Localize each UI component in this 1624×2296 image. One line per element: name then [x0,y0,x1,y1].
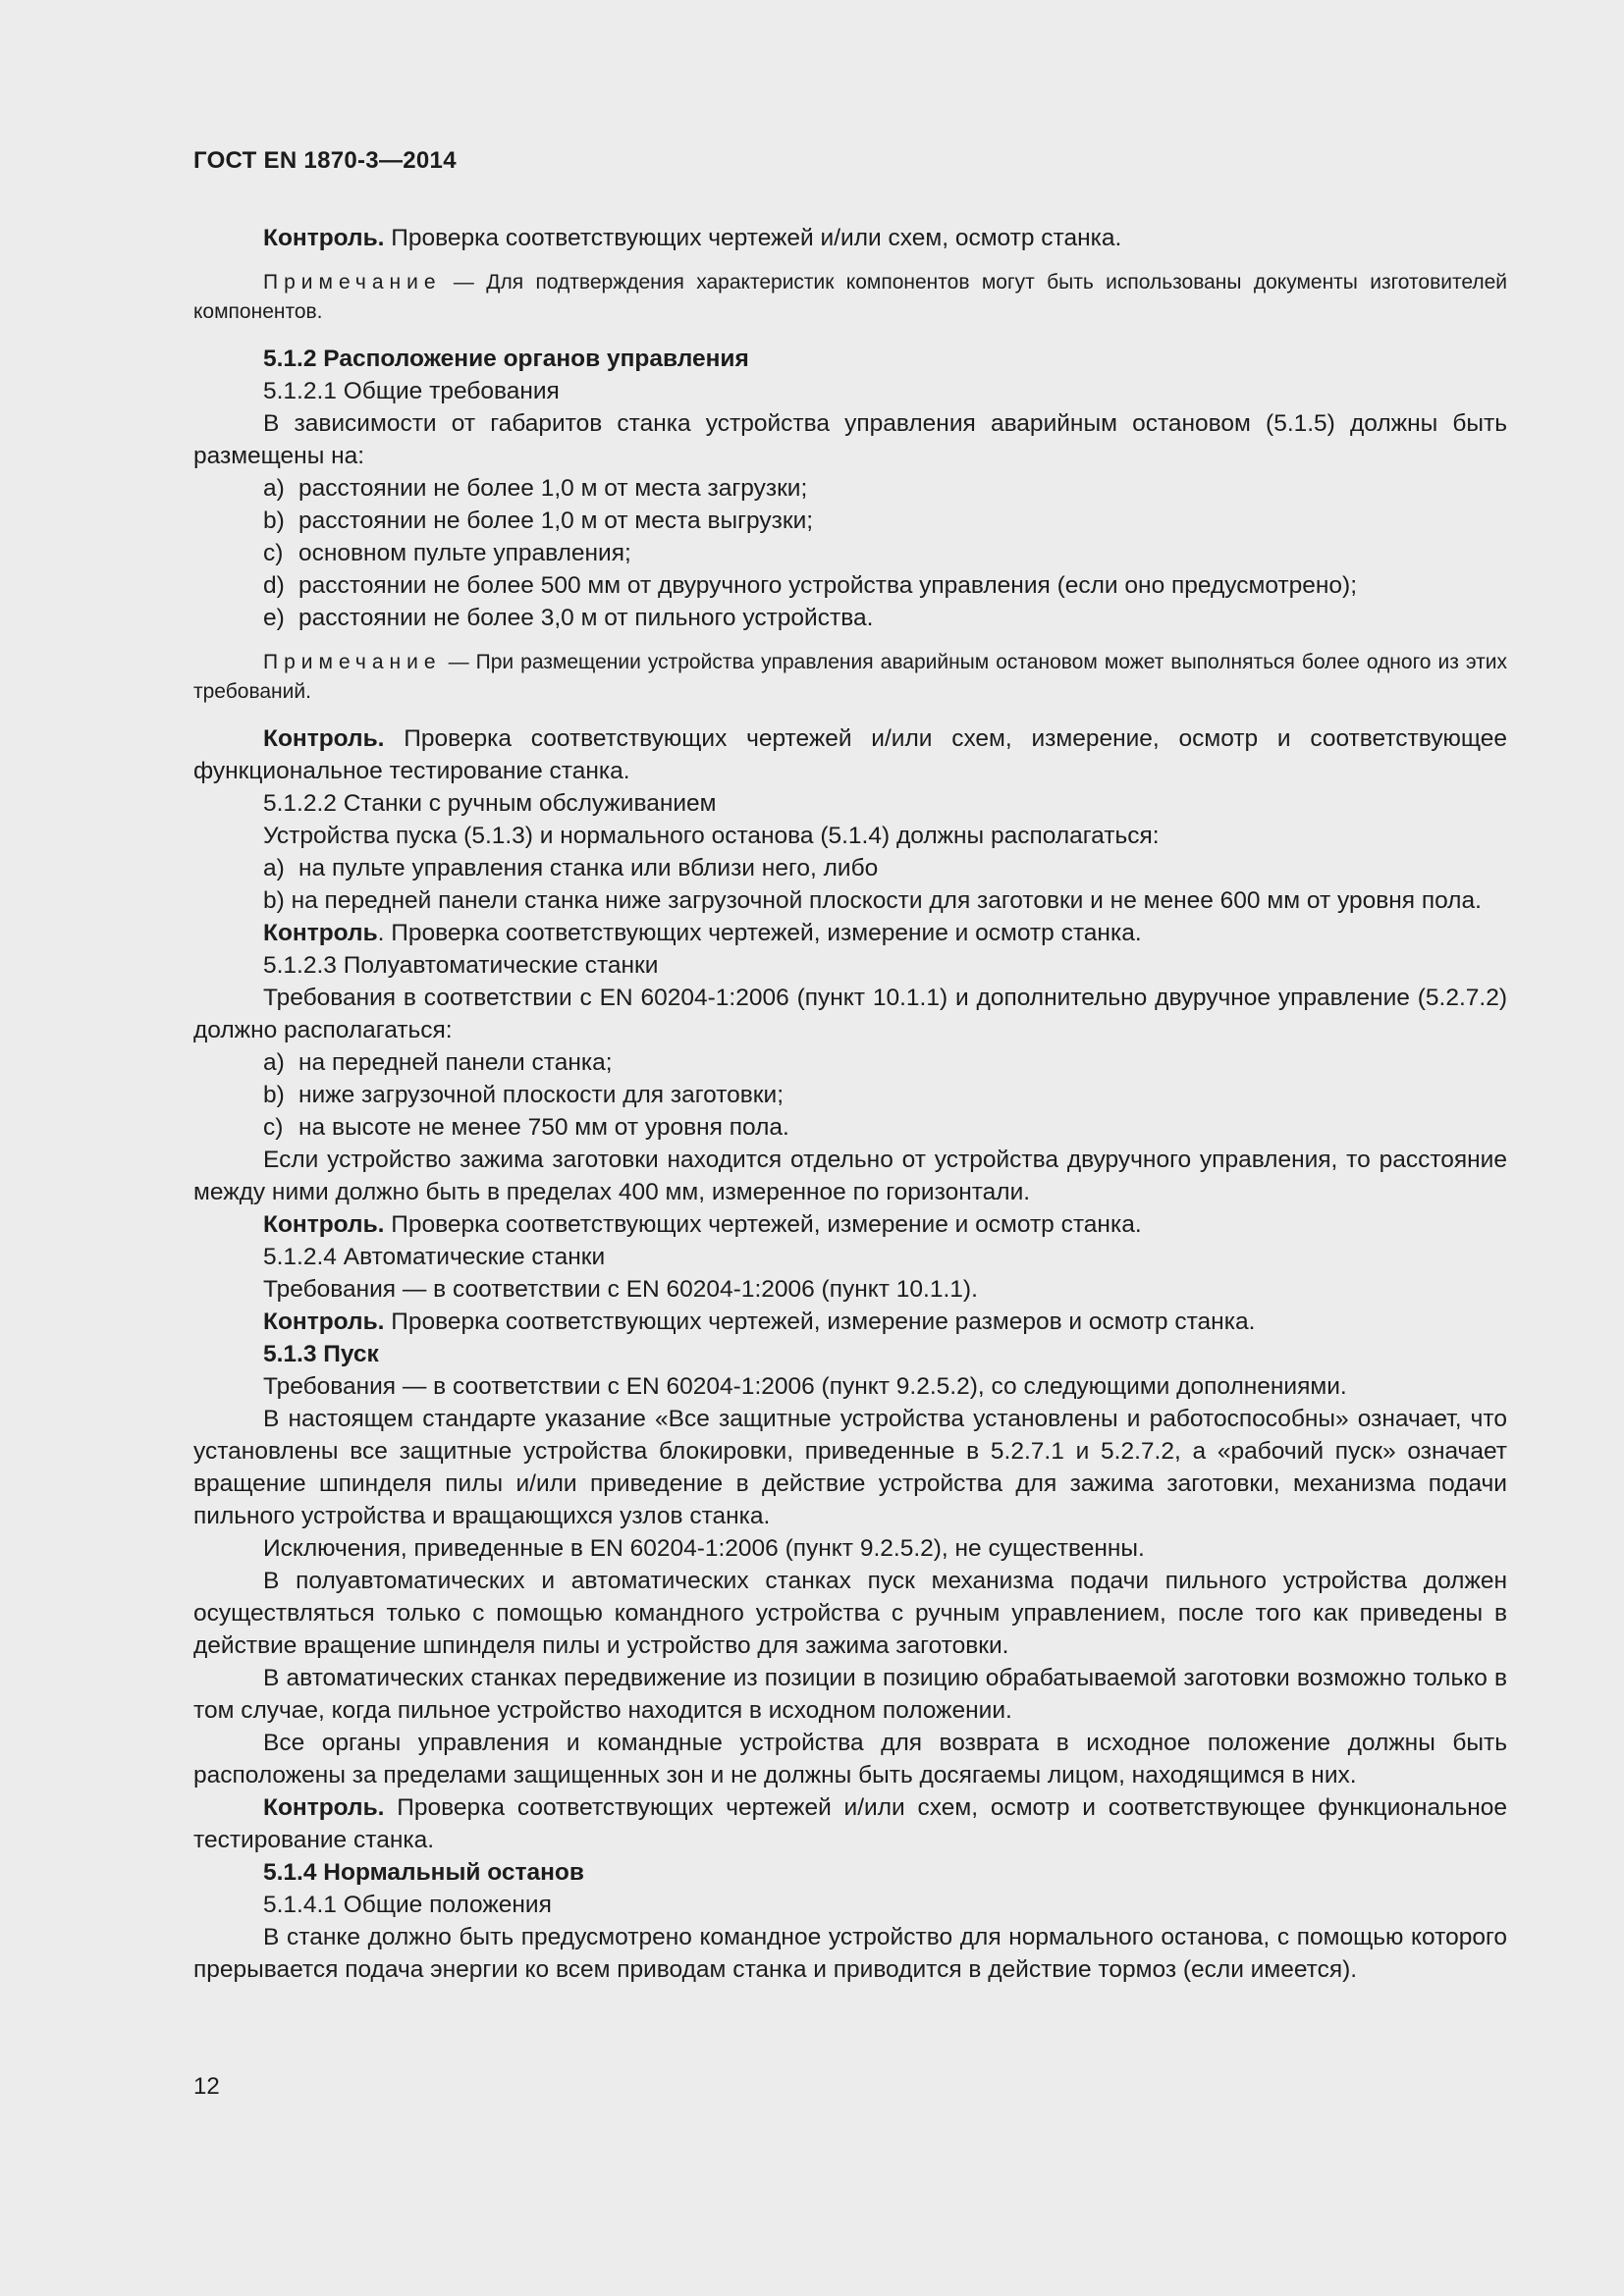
control-paragraph [193,222,1507,254]
list-item-text: расстоянии не более 1,0 м от места загрузки; [298,475,808,502]
paragraph: В зависимости от габаритов станка устройства управления аварийным остановом (5.1.5) должны быть размещены на: [193,410,1507,469]
paragraph: 5.1.2.1 Общие требования [263,378,560,404]
control-text: Проверка соответствующих чертежей и/или схем, измерение, осмотр и соответствующее функциональное тестирование станка. [193,725,1507,784]
control-text: Проверка соответствующих чертежей и/или схем, осмотр и соответствующее функциональное тестирование станка. [193,1794,1507,1853]
list-item-text: на передней панели станка ниже загрузочной плоскости для заготовки и не менее 600 мм от уровня пола. [291,887,1482,914]
section-heading: 5.1.2 Расположение органов управления [263,346,749,372]
document-body [193,222,1507,1986]
note-label: Примечание [263,271,442,294]
list-item-text: расстоянии не более 1,0 м от места выгрузки; [298,507,814,534]
section-heading: 5.1.4 Нормальный останов [263,1859,584,1886]
list-marker: d) [263,572,285,599]
paragraph: В полуавтоматических и автоматических станках пуск механизма подачи пильного устройства должен осуществляться только с помощью командного устройства с ручным управлением, после того как приведены в действие вращение шпинделя пилы и устройство для зажима заготовки. [193,1568,1507,1659]
list-item-text: на пульте управления станка или вблизи него, либо [298,855,879,881]
note-paragraph [193,268,1507,327]
paragraph: Все органы управления и командные устройства для возврата в исходное положение должны быть расположены за пределами защищенных зон и не должны быть досягаемы лицом, находящимся в них. [193,1730,1507,1789]
paragraph: Требования — в соответствии с EN 60204-1:2006 (пункт 10.1.1). [263,1276,978,1303]
list-item [193,472,1507,505]
control-label: Контроль. [263,225,385,251]
list-item [193,569,1507,602]
list-marker: a) [263,475,285,502]
paragraph: 5.1.4.1 Общие положения [263,1892,552,1918]
list-marker: b) [263,1082,285,1108]
list-marker: a) [263,855,285,881]
control-paragraph [193,1208,1507,1241]
list-item-text: на передней панели станка; [298,1049,613,1076]
list-item [193,852,1507,884]
list-item [193,505,1507,537]
list-item-text: расстоянии не более 500 мм от двуручного устройства управления (если оно предусмотрено); [298,572,1358,599]
list-marker: a) [263,1049,285,1076]
paragraph: В автоматических станках передвижение из позиции в позицию обрабатываемой заготовки возможно только в том случае, когда пильное устройство находится в исходном положении. [193,1665,1507,1724]
paragraph: Устройства пуска (5.1.3) и нормального останова (5.1.4) должны располагаться: [263,823,1160,849]
list-item [193,537,1507,569]
paragraph: Исключения, приведенные в EN 60204-1:2006 (пункт 9.2.5.2), не существенны. [263,1535,1145,1562]
note-text: — При размещении устройства управления аварийным остановом может выполняться более одного из этих требований. [193,651,1507,703]
control-text: . Проверка соответствующих чертежей, измерение и осмотр станка. [377,920,1142,946]
paragraph: В станке должно быть предусмотрено командное устройство для нормального останова, с помощью которого прерывается подача энергии ко всем приводам станка и приводится в действие тормоз (если имеется). [193,1924,1507,1983]
list-marker: b) [263,507,285,534]
list-item-text: на высоте не менее 750 мм от уровня пола. [298,1114,789,1141]
control-paragraph [193,1791,1507,1856]
control-paragraph [193,722,1507,787]
paragraph: 5.1.2.3 Полуавтоматические станки [263,952,659,979]
list-marker: c) [263,540,284,566]
control-label: Контроль. [263,725,385,752]
note-text: — Для подтверждения характеристик компонентов могут быть использованы документы изготовителей компонентов. [193,271,1507,323]
control-label: Контроль. [263,1794,385,1821]
paragraph: В настоящем стандарте указание «Все защитные устройства установлены и работоспособны» означает, что установлены все защитные устройства блокировки, приведенные в 5.2.7.1 и 5.2.7.2, а «рабочий пуск» означает вращение шпинделя пилы и/или приведение в действие устройства для зажима заготовки, механизма подачи пильного устройства и вращающихся узлов станка. [193,1406,1507,1529]
list-item [193,1079,1507,1111]
list-item-text: расстоянии не более 3,0 м от пильного устройства. [298,605,874,631]
list-item [193,602,1507,634]
paragraph: Требования в соответствии с EN 60204-1:2006 (пункт 10.1.1) и дополнительно двуручное управление (5.2.7.2) должно располагаться: [193,985,1507,1043]
list-marker: c) [263,1114,284,1141]
list-marker: e) [263,605,285,631]
note-paragraph [193,648,1507,707]
control-text: Проверка соответствующих чертежей, измерение и осмотр станка. [384,1211,1142,1238]
control-label: Контроль. [263,1211,385,1238]
control-label: Контроль [263,920,378,946]
document-header: ГОСТ EN 1870-3—2014 [193,147,457,174]
section-heading: 5.1.3 Пуск [263,1341,379,1367]
control-text: Проверка соответствующих чертежей, измерение размеров и осмотр станка. [384,1308,1256,1335]
list-item-text: основном пульте управления; [298,540,631,566]
list-item [193,884,1507,917]
control-text: Проверка соответствующих чертежей и/или схем, осмотр станка. [384,225,1122,251]
list-item-text: ниже загрузочной плоскости для заготовки; [298,1082,784,1108]
list-marker: b) [263,887,292,914]
control-paragraph [193,1306,1507,1338]
control-paragraph [193,917,1507,949]
page-number: 12 [193,2073,220,2100]
control-label: Контроль. [263,1308,385,1335]
paragraph: Если устройство зажима заготовки находится отдельно от устройства двуручного управления, то расстояние между ними должно быть в пределах 400 мм, измеренное по горизонтали. [193,1147,1507,1205]
list-item [193,1111,1507,1144]
note-label: Примечание [263,651,442,673]
paragraph: 5.1.2.4 Автоматические станки [263,1244,606,1270]
list-item [193,1046,1507,1079]
paragraph: Требования — в соответствии с EN 60204-1:2006 (пункт 9.2.5.2), со следующими дополнениями. [263,1373,1347,1400]
paragraph: 5.1.2.2 Станки с ручным обслуживанием [263,790,717,817]
